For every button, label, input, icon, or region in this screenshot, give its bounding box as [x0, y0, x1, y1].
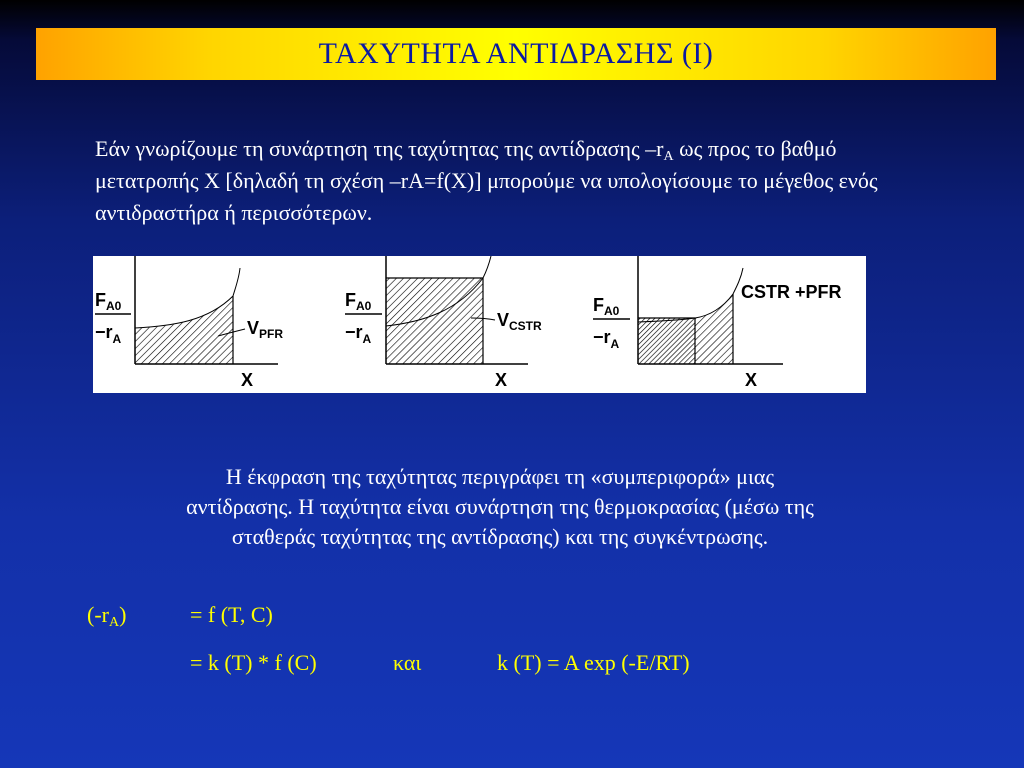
- paragraph-line-2: αντίδρασης. Η ταχύτητα είναι συνάρτηση της θερμοκρασίας (μέσω της: [186, 494, 814, 519]
- equation-lhs: $(-r_A)$: [87, 602, 127, 630]
- combo-cstr-area: [638, 318, 695, 364]
- panel-pfr: [95, 256, 283, 390]
- levenspiel-figure: [93, 256, 866, 393]
- equation-line2-rhs: = k (T) * f (C): [190, 650, 317, 675]
- cstr-label: $V_{CSTR}$: [497, 310, 542, 333]
- pfr-ylabel-bottom: $-r_A$: [95, 322, 122, 346]
- slide-title: ΤΑΧΥΤΗΤΑ ΑΝΤΙΔΡΑΣΗΣ (Ι): [318, 37, 714, 70]
- cstr-shaded-area: [386, 278, 483, 364]
- equation-conjunction: και: [393, 650, 422, 675]
- cstr-ylabel-bottom: $-r_A$: [345, 322, 372, 346]
- equation-arrhenius: k (T) = A exp (-E/RT): [497, 650, 690, 675]
- pfr-ylabel-top: $F_{A0}$: [95, 290, 122, 313]
- equation-line1-rhs: = f (T, C): [190, 602, 273, 627]
- pfr-label: $V_{PFR}$: [247, 318, 284, 341]
- pfr-shaded-area: [135, 296, 233, 364]
- combo-pfr-area: [695, 294, 733, 364]
- paragraph-line-3: σταθεράς ταχύτητας της αντίδρασης) και της συγκέντρωσης.: [231, 524, 769, 549]
- combo-ylabel-top: $F_{A0}$: [593, 295, 620, 318]
- panel-cstr-pfr: [593, 256, 842, 390]
- cstr-xlabel: X: [495, 370, 508, 390]
- levenspiel-plots: [93, 256, 866, 393]
- pfr-xlabel: X: [241, 370, 254, 390]
- intro-subscript: A: [663, 149, 674, 164]
- rate-description-paragraph: [90, 462, 910, 552]
- intro-paragraph: [95, 133, 925, 229]
- combo-xlabel: X: [745, 370, 758, 390]
- combo-label: CSTR +PFR: [741, 282, 842, 302]
- cstr-ylabel-top: $F_{A0}$: [345, 290, 372, 313]
- combo-ylabel-bottom: $-r_A$: [593, 327, 620, 351]
- title-bar: [36, 28, 996, 80]
- panel-cstr: [345, 256, 542, 390]
- intro-text-before: Εάν γνωρίζουμε τη συνάρτηση της ταχύτητας της αντίδρασης –r: [95, 136, 664, 161]
- paragraph-line-1: Η έκφραση της ταχύτητας περιγράφει τη «συμπεριφορά» μιας: [225, 464, 775, 489]
- intro-text-after: ως προς το βαθμό μετατροπής X [δηλαδή τη σχέση –rA=f(X)] μπορούμε να υπολογίσουμε το μέγεθος ενός αντιδραστήρα ή περισσότερων.: [95, 136, 878, 225]
